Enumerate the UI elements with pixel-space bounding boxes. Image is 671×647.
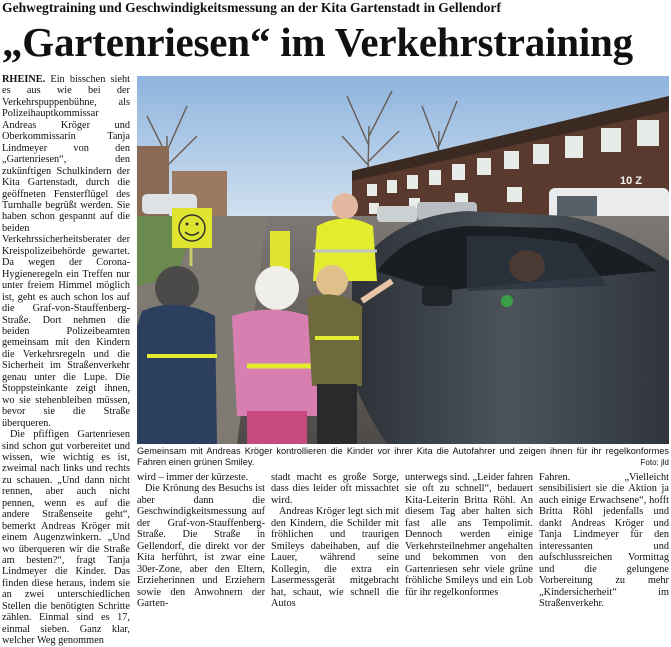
article-column-2 (137, 472, 265, 609)
article-paragraph: Die pfiffigen Gartenriesen sind schon gut vorbereitet und wissen, wie wichtig es ist, zweimal nach links und rechts zu schauen. „Und dann nicht rennen, aber auch nicht pennen, wenn es auf die andere Straßenseite geht“, bemerkt Andreas Kröger mit einem Augenzwinkern. „Und wo überqueren wir die Straße am besten?“, fragt Tanja Lindmeyer die Kinder. Das finden diese heraus, indem sie an zwei unterschiedlichen Stellen die benötigten Schritte zählen. Einmal sind es 17, einmal sieben. Ganz klar, welcher Weg genommen (2, 429, 130, 647)
photo-caption: Gemeinsam mit Andreas Kröger kontrollieren die Kinder vor ihrer Kita die Autofahrer und zeigen ihnen für ihr regelkonformes Fahren einen grünen Smiley. (137, 446, 669, 467)
article-headline: „Gartenriesen“ im Verkehrstraining (2, 19, 633, 65)
article-photo (137, 76, 669, 444)
house-number: 10 Z (620, 175, 643, 187)
paragraph-text: Ein bisschen sieht es aus wie bei der Verkehrspuppenbühne, als Polizeihauptkommissar Andreas Kröger und Oberkommissarin Tanja Lindmeyer von den „Gartenriesen“, den zukünftigen Schulkindern der Kita Gartenstadt, durch die geöffneten Fensterflügel des Turnhalle begrüßt werden. Sie haben schon gespannt auf die beiden Verkehrssicherheitsberater der Kreispolizeibehörde gewartet. Da wegen der Corona-Hygieneregeln ein Treffen nur unter freiem Himmel möglich ist, geht es auch schon los auf die Graf-von-Stauffenberg-Straße. Dort nehmen die beiden Polizeibeamten gemeinsam mit den Kindern die Verkehrsregeln und die Sicherheit im Straßenverkehr genau unter die Lupe. Die Stoppsteinkante zeigt ihnen, wo sie stehenbleiben müssen, bevor sie die Straße überqueren. (2, 74, 131, 429)
article-paragraph: stadt macht es große Sorge, dass dies leider oft missachtet wird. (271, 472, 399, 506)
photo-credit: Foto: jld (640, 458, 669, 467)
article-column-1 (2, 74, 131, 647)
article-column-3 (271, 472, 399, 609)
article-kicker: Gehwegtraining und Geschwindigkeitsmessung an der Kita Gartenstadt in Gellendorf (2, 0, 501, 15)
article-paragraph: unterwegs sind. „Leider fahren sie oft zu schnell“, bedauert Kita-Leiterin Britta Röhl. An diesem Tag aber halten sich fast alle ans Tempolimit. Dennoch werden einige Verkehrsteilnehmer angehalten und bekommen von den Gartenriesen sehr viele grüne fröhliche Smileys und ein Lob für ihr regelkonformes (405, 472, 533, 598)
article-paragraph: Andreas Kröger legt sich mit den Kindern, die Schilder mit fröhlichen und traurigen Smileys dabeihaben, auf die Lauer, während seine Kollegin, die extra ein Lasermessgerät mitgebracht hat, schaut, wie schnell die Autos (271, 506, 399, 609)
article-column-5 (539, 472, 669, 609)
article-paragraph: Fahren. „Vielleicht sensibilisiert sie die Aktion ja auch einige Erwachsene“, hofft Britta Röhl jedenfalls und dankt Andreas Kröger und Tanja Lindmeyer für den interessanten und aufschlussreichen Vormittag und die gelungene Vorbereitung zu mehr „Kindersicherheit“ im Straßenverkehr. (539, 472, 669, 609)
article-paragraph (2, 74, 130, 429)
article-paragraph: Die Krönung des Besuchs ist aber dann die Geschwindigkeitsmessung auf der Graf-von-Stauffenberg-Straße. Die Straße in Gellendorf, die direkt vor der Kita herführt, ist zwar eine 30er-Zone, aber den Eltern, Erzieherinnen und Erziehern sowie den Anwohnern der Garten- (137, 483, 265, 609)
article-column-4 (405, 472, 533, 600)
dateline: RHEINE. (2, 74, 46, 85)
article-paragraph: wird – immer der kürzeste. (137, 472, 249, 483)
